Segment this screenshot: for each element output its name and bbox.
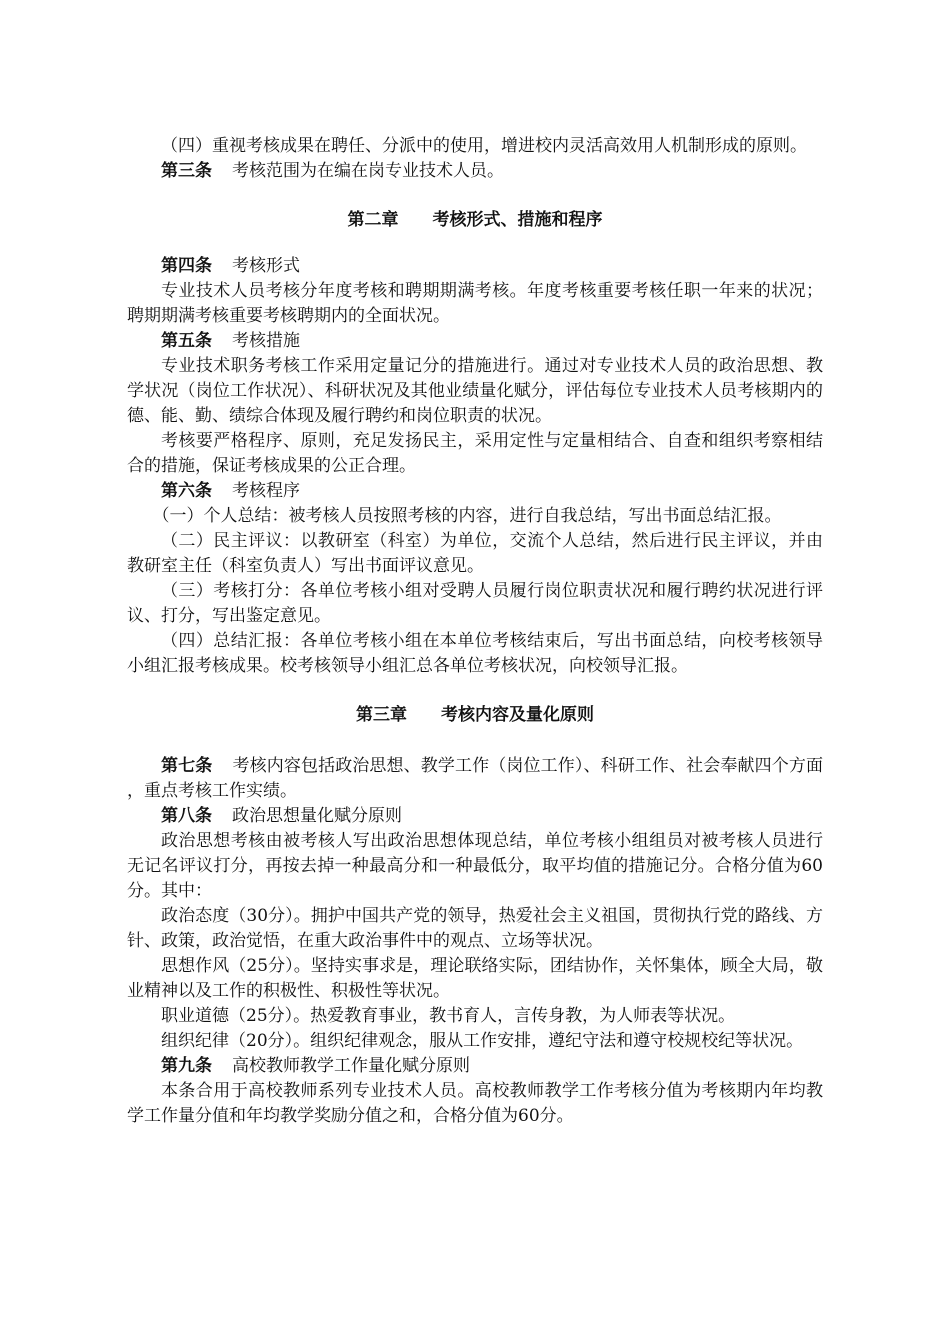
article-4-body: 专业技术人员考核分年度考核和聘期期满考核。年度考核重要考核任职一年来的状况；聘期期满考核重要考核聘期内的全面状况。 (127, 281, 823, 326)
article-4-number: 第四条 (161, 256, 212, 276)
article-7-text: 考核内容包括政治思想、教学工作（岗位工作）、科研工作、社会奉献四个方面，重点考核工作实绩。 (127, 756, 824, 801)
article-3 (127, 159, 823, 184)
article-8-number: 第八条 (161, 806, 212, 826)
article-3-text: 考核范围为在编在岗专业技术人员。 (232, 161, 504, 181)
chapter-2-title: 考核形式、措施和程序 (432, 210, 603, 230)
article-6-heading (127, 479, 823, 504)
article-4-heading (127, 254, 823, 279)
article-5-heading (127, 329, 823, 354)
article-6-item-1: （一）个人总结：被考核人员按照考核的内容，进行自我总结，写出书面总结汇报。 (152, 506, 782, 526)
chapter-2-block (127, 184, 823, 231)
article-9-body: 本条合用于高校教师系列专业技术人员。高校教师教学工作考核分值为考核期内年均教学工作量分值和年均教学奖励分值之和，合格分值为60分。 (127, 1081, 823, 1126)
article-5-body-2: 考核要严格程序、原则，充足发扬民主，采用定性与定量相结合、自查和组织考察相结合的措施，保证考核成果的公正合理。 (127, 431, 823, 476)
chapter-3-heading (127, 703, 823, 728)
article-5-title: 考核措施 (232, 331, 300, 351)
article-6-item-3: （三）考核打分：各单位考核小组对受聘人员履行岗位职责状况和履行聘约状况进行评议、打分，写出鉴定意见。 (127, 581, 823, 626)
article-6-title: 考核程序 (232, 481, 300, 501)
chapter-2-number: 第二章 (347, 210, 399, 230)
chapter-3-block (127, 679, 823, 731)
article-7 (127, 754, 823, 804)
article-8-item-discipline: 组织纪律（20分）。组织纪律观念，服从工作安排，遵纪守法和遵守校规校纪等状况。 (161, 1031, 804, 1051)
document-body (127, 134, 823, 1129)
chapter-3-title: 考核内容及量化原则 (441, 705, 594, 725)
article-8-title: 政治思想量化赋分原则 (232, 806, 402, 826)
article-9-number: 第九条 (161, 1056, 212, 1076)
article-7-number: 第七条 (161, 756, 213, 776)
article-6-number: 第六条 (161, 481, 212, 501)
chapter-3-number: 第三章 (356, 705, 407, 725)
article-4-title: 考核形式 (232, 256, 300, 276)
article-5-number: 第五条 (161, 331, 212, 351)
chapter-2-heading (127, 208, 823, 233)
article-8-item-thought-style: 思想作风（25分）。坚持实事求是，理论联络实际，团结协作，关怀集体，顾全大局，敬业精神以及工作的积极性、积极性等状况。 (127, 956, 823, 1001)
article-8-item-political-attitude: 政治态度（30分）。拥护中国共产党的领导，热爱社会主义祖国，贯彻执行党的路线、方针、政策，政治觉悟，在重大政治事件中的观点、立场等状况。 (127, 906, 823, 951)
article-8-body: 政治思想考核由被考核人写出政治思想体现总结，单位考核小组组员对被考核人员进行无记名评议打分，再按去掉一种最高分和一种最低分，取平均值的措施记分。合格分值为60分。其中： (127, 831, 823, 901)
article-9-title: 高校教师教学工作量化赋分原则 (232, 1056, 470, 1076)
paragraph-principle-4: （四）重视考核成果在聘任、分派中的使用，增进校内灵活高效用人机制形成的原则。 (161, 136, 807, 156)
article-6-item-4: （四）总结汇报：各单位考核小组在本单位考核结束后，写出书面总结，向校考核领导小组汇报考核成果。校考核领导小组汇总各单位考核状况，向校领导汇报。 (127, 631, 823, 676)
article-5-body-1: 专业技术职务考核工作采用定量记分的措施进行。通过对专业技术人员的政治思想、教学状况（岗位工作状况）、科研状况及其他业绩量化赋分，评估每位专业技术人员考核期内的德、能、勤、绩综合体现及履行聘约和岗位职责的状况。 (127, 356, 823, 426)
article-6-item-2: （二）民主评议：以教研室（科室）为单位，交流个人总结，然后进行民主评议，并由教研室主任（科室负责人）写出书面评议意见。 (127, 531, 823, 576)
article-8-item-professional-ethics: 职业道德（25分）。热爱教育事业，教书育人，言传身教，为人师表等状况。 (161, 1006, 736, 1026)
article-8-heading (127, 804, 823, 829)
article-9-heading (127, 1054, 823, 1079)
article-3-number: 第三条 (161, 161, 212, 181)
